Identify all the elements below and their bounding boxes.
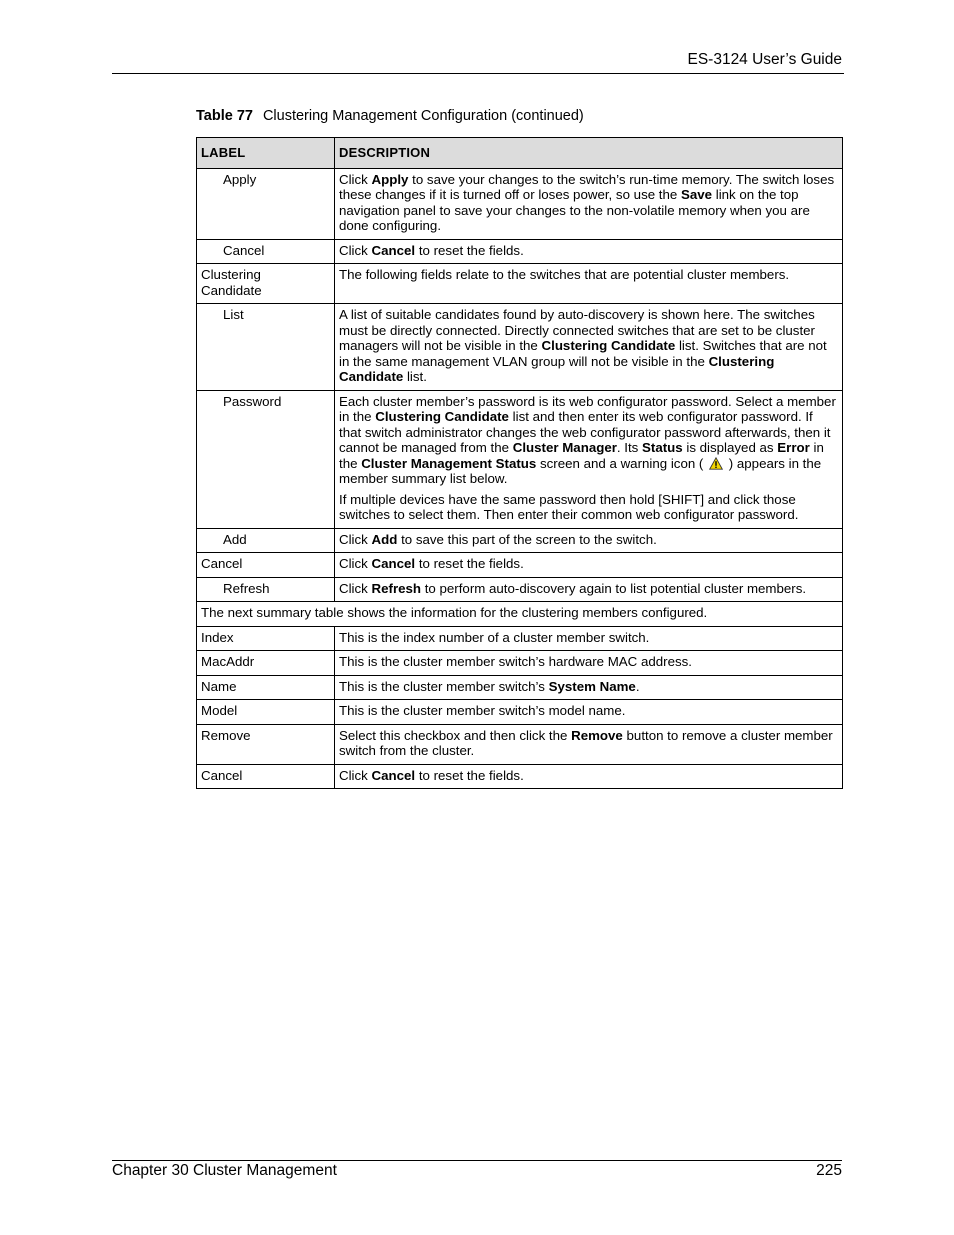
- description-paragraph: [339, 172, 838, 234]
- table-row: [197, 390, 843, 528]
- description-paragraph: [339, 679, 838, 695]
- emphasis-term: Clustering Candidate: [339, 353, 775, 384]
- emphasis-term: Add: [371, 531, 398, 547]
- emphasis-term: Status: [642, 440, 683, 455]
- description-paragraph: [339, 768, 838, 784]
- text-segment: .: [635, 678, 640, 694]
- table-row: [197, 168, 843, 239]
- description-paragraph: [339, 703, 838, 719]
- description-paragraph: [339, 307, 838, 385]
- row-label: Remove: [197, 724, 335, 764]
- footer-chapter: Chapter 30 Cluster Management: [112, 1162, 337, 1179]
- row-description: [335, 651, 843, 676]
- description-paragraph: [339, 243, 838, 259]
- table-number: Table 77: [196, 108, 253, 124]
- description-paragraph: [339, 581, 838, 597]
- table-title: Clustering Management Configuration (continued): [262, 108, 584, 124]
- row-description: [335, 304, 843, 391]
- summary-note: The next summary table shows the information for the clustering members configured.: [197, 602, 843, 627]
- footer-rule: [112, 1160, 842, 1161]
- emphasis-term: Error: [777, 440, 810, 455]
- table-row: [197, 626, 843, 651]
- row-label: List: [197, 304, 335, 391]
- row-label: Clustering Candidate: [197, 264, 335, 304]
- row-description: [335, 168, 843, 239]
- text-segment: Select this checkbox and then click the: [339, 727, 572, 743]
- text-segment: screen and a warning icon (: [536, 455, 708, 471]
- description-paragraph: [339, 492, 838, 523]
- description-paragraph: [339, 630, 838, 646]
- row-description: [335, 700, 843, 725]
- emphasis-term: Clustering Candidate: [541, 338, 676, 353]
- description-paragraph: [339, 728, 838, 759]
- row-description: [335, 390, 843, 528]
- table-row: [197, 239, 843, 264]
- text-segment: list and then enter its web configurator password. If that switch administrator changes the web configurator password afterwards, then it cannot be managed from the: [339, 409, 831, 455]
- text-segment: Click: [339, 171, 372, 187]
- table-row: [197, 700, 843, 725]
- text-segment: list.: [403, 369, 427, 384]
- emphasis-term: Cancel: [371, 767, 416, 783]
- page-number: 225: [816, 1162, 842, 1179]
- text-segment: Click: [339, 580, 372, 596]
- row-description: [335, 577, 843, 602]
- text-segment: Click: [339, 556, 372, 571]
- text-segment: to reset the fields.: [415, 556, 524, 571]
- text-segment: Click: [339, 242, 372, 258]
- text-segment: to save this part of the screen to the switch.: [397, 531, 657, 547]
- text-segment: to reset the fields.: [415, 767, 524, 783]
- text-segment: Click: [339, 767, 372, 783]
- table-row: [197, 602, 843, 627]
- table-row: [197, 528, 843, 553]
- row-description: [335, 239, 843, 264]
- text-segment: to perform auto-discovery again to list potential cluster members.: [421, 580, 807, 596]
- text-segment: is displayed as: [682, 440, 778, 455]
- text-segment: If multiple devices have the same password then hold [SHIFT] and click those switches to select them. Then enter their common web configurator password.: [339, 491, 799, 522]
- row-label: Cancel: [197, 764, 335, 789]
- emphasis-term: Clustering Candidate: [375, 409, 509, 424]
- description-paragraph: [339, 532, 838, 548]
- emphasis-term: Cluster Manager: [512, 440, 617, 455]
- text-segment: . Its: [616, 440, 643, 455]
- column-header-description: DESCRIPTION: [335, 138, 843, 169]
- description-paragraph: [339, 556, 838, 572]
- row-description: [335, 675, 843, 700]
- text-segment: Click: [339, 531, 372, 547]
- row-label: Add: [197, 528, 335, 553]
- table-row: [197, 264, 843, 304]
- text-segment: This is the cluster member switch’s model name.: [339, 703, 626, 718]
- header-title: ES-3124 User’s Guide: [687, 51, 842, 68]
- row-description: [335, 553, 843, 578]
- text-segment: The following fields relate to the switches that are potential cluster members.: [339, 267, 790, 282]
- row-description: [335, 626, 843, 651]
- row-description: [335, 528, 843, 553]
- table-row: [197, 577, 843, 602]
- row-description: [335, 264, 843, 304]
- text-segment: ) appears in the member summary list below.: [339, 455, 822, 486]
- text-segment: This is the index number of a cluster member switch.: [339, 629, 650, 645]
- table-header-row: [197, 138, 843, 169]
- table-row: [197, 764, 843, 789]
- warning-icon: [709, 457, 723, 470]
- emphasis-term: Apply: [371, 171, 409, 187]
- column-header-label: LABEL: [197, 138, 335, 169]
- text-segment: A list of suitable candidates found by auto-discovery is shown here. The switches must be directly connected. Directly connected switches that are set to be cluster managers will not be visible in the: [339, 307, 815, 353]
- emphasis-term: Cancel: [371, 556, 416, 571]
- row-description: [335, 724, 843, 764]
- row-label: Model: [197, 700, 335, 725]
- header-rule: [112, 73, 844, 74]
- emphasis-term: Save: [680, 187, 713, 202]
- emphasis-term: System Name: [548, 678, 636, 694]
- row-label: Refresh: [197, 577, 335, 602]
- text-segment: button to remove a cluster member switch from the cluster.: [339, 727, 833, 758]
- description-paragraph: [339, 654, 838, 670]
- table-caption: [196, 108, 584, 124]
- text-segment: link on the top navigation panel to save your changes to the non-volatile memory when you are done configuring.: [339, 187, 810, 233]
- text-segment: list. Switches that are not in the same management VLAN group will not be visible in the: [339, 338, 827, 369]
- table-row: [197, 724, 843, 764]
- text-segment: Each cluster member’s password is its web configurator password. Select a member in the: [339, 393, 836, 424]
- row-label: Apply: [197, 168, 335, 239]
- text-segment: This is the cluster member switch’s: [339, 678, 549, 694]
- description-paragraph: [339, 267, 838, 283]
- text-segment: to reset the fields.: [415, 242, 524, 258]
- row-label: Index: [197, 626, 335, 651]
- text-segment: in the: [339, 440, 824, 471]
- clustering-config-table: [196, 137, 843, 789]
- emphasis-term: Remove: [571, 727, 623, 743]
- table-row: [197, 304, 843, 391]
- table-row: [197, 651, 843, 676]
- row-label: MacAddr: [197, 651, 335, 676]
- row-description: [335, 764, 843, 789]
- text-segment: to save your changes to the switch’s run-time memory. The switch loses these changes if it is turned off or loses power, so use the: [339, 171, 835, 202]
- table-row: [197, 675, 843, 700]
- description-paragraph: [339, 394, 838, 487]
- row-label: Password: [197, 390, 335, 528]
- emphasis-term: Cluster Management Status: [361, 455, 537, 471]
- emphasis-term: Cancel: [371, 242, 416, 258]
- row-label: Cancel: [197, 553, 335, 578]
- table-row: [197, 553, 843, 578]
- row-label: Name: [197, 675, 335, 700]
- emphasis-term: Refresh: [371, 580, 422, 596]
- text-segment: This is the cluster member switch’s hardware MAC address.: [339, 654, 692, 669]
- row-label: Cancel: [197, 239, 335, 264]
